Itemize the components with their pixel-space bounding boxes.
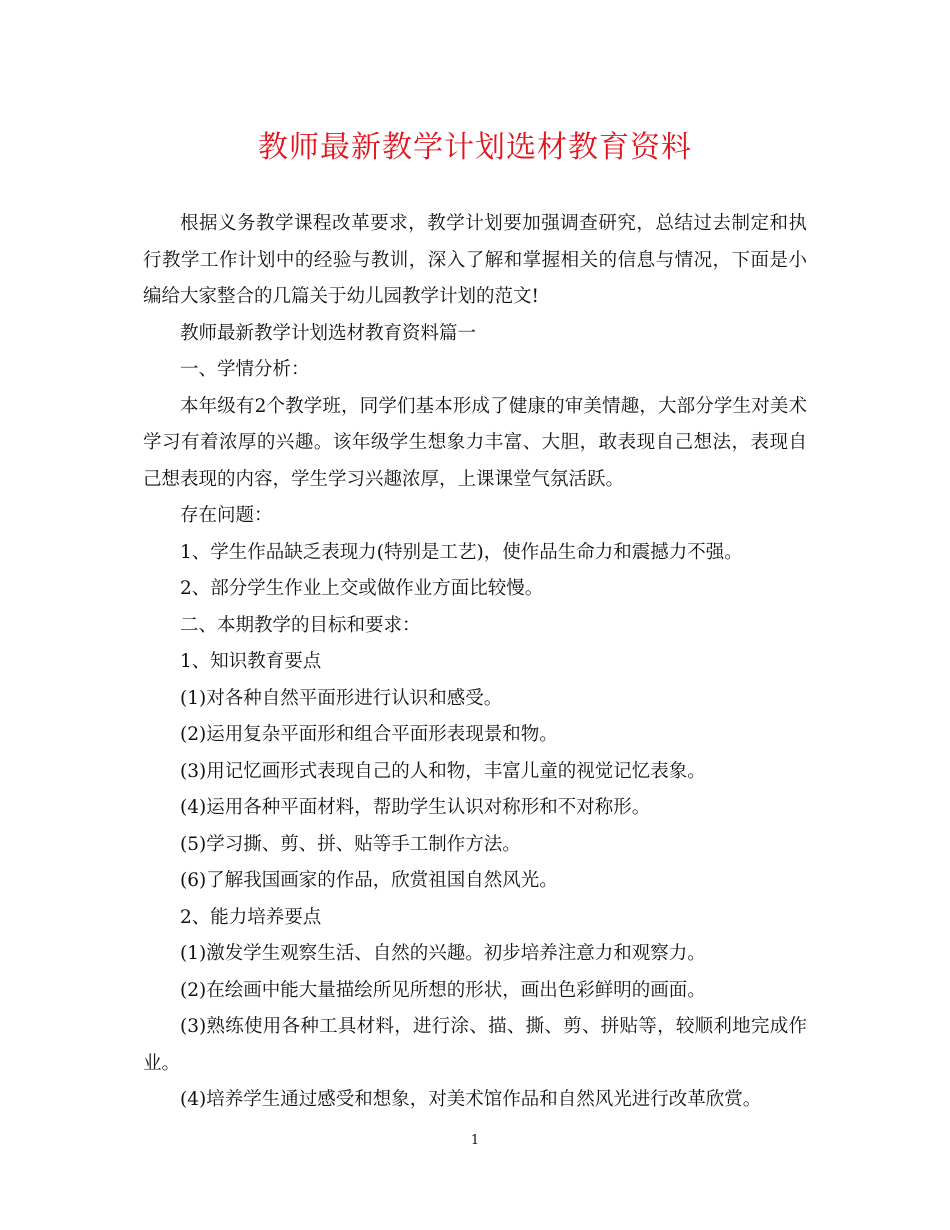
paragraph: 2、能力培养要点 xyxy=(180,906,322,928)
paragraph: 存在问题： xyxy=(180,505,273,526)
paragraph: (1)对各种自然平面形进行认识和感受。 xyxy=(180,687,503,709)
paragraph: 1、学生作品缺乏表现力(特别是工艺)，使作品生命力和震撼力不强。 xyxy=(180,541,743,563)
paragraph: 根据义务教学课程改革要求，教学计划要加强调查研究，总结过去制定和执行教学工作计划中的经验与教训，深入了解和掌握相关的信息与情况，下面是小编给大家整合的几篇关于幼儿园教学计划的范文! xyxy=(143,213,807,307)
paragraph: 1、知识教育要点 xyxy=(180,651,322,672)
document-title: 教师最新教学计划选材教育资料 xyxy=(258,130,692,165)
paragraph: (1)激发学生观察生活、自然的兴趣。初步培养注意力和观察力。 xyxy=(180,943,706,964)
paragraph: 一、学情分析： xyxy=(180,359,310,380)
paragraph: (4)培养学生通过感受和想象，对美术馆作品和自然风光进行改革欣赏。 xyxy=(180,1089,762,1110)
document-body xyxy=(143,206,807,1119)
paragraph: 教师最新教学计划选材教育资料篇一 xyxy=(180,322,477,344)
paragraph: (2)运用复杂平面形和组合平面形表现景和物。 xyxy=(180,724,558,745)
paragraph: (2)在绘画中能大量描绘所见所想的形状，画出色彩鲜明的画面。 xyxy=(180,979,706,1001)
paragraph: (6)了解我国画家的作品，欣赏祖国自然风光。 xyxy=(180,870,558,891)
paragraph: (3)用记忆画形式表现自己的人和物，丰富儿童的视觉记忆表象。 xyxy=(180,760,706,782)
paragraph: 二、本期教学的目标和要求： xyxy=(180,614,421,636)
paragraph: 2、部分学生作业上交或做作业方面比较慢。 xyxy=(180,578,544,599)
paragraph: (3)熟练使用各种工具材料，进行涂、描、撕、剪、拼贴等，较顺利地完成作业。 xyxy=(143,1016,807,1074)
page-number: 1 xyxy=(470,1133,480,1148)
paragraph: (4)运用各种平面材料，帮助学生认识对称形和不对称形。 xyxy=(180,797,651,818)
paragraph: 本年级有2个教学班，同学们基本形成了健康的审美情趣，大部分学生对美术学习有着浓厚的兴趣。该年级学生想象力丰富、大胆，敢表现自己想法，表现自己想表现的内容，学生学习兴趣浓厚，上课课堂气氛活跃。 xyxy=(143,395,807,490)
paragraph: (5)学习撕、剪、拼、贴等手工制作方法。 xyxy=(180,833,521,855)
